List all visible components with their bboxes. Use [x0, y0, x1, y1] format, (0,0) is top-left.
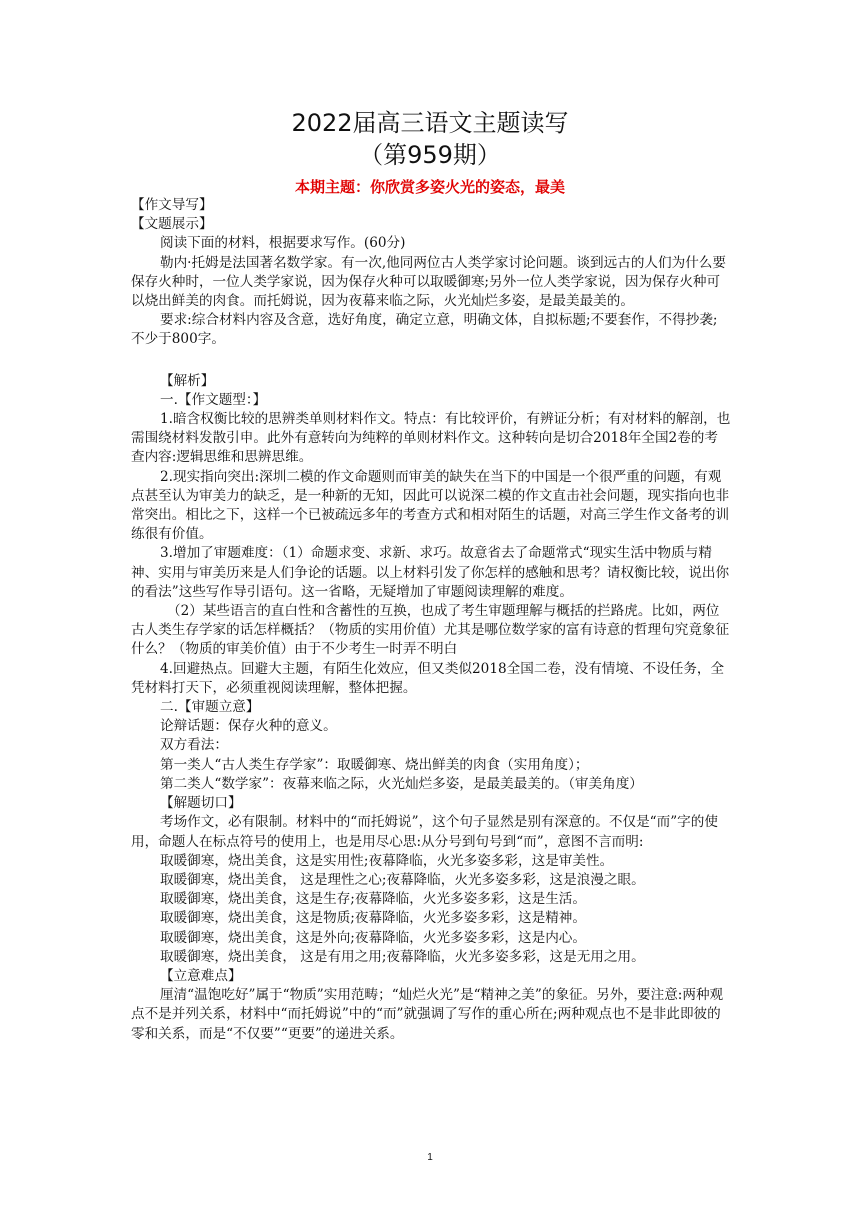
intent-heading: 二.【审题立意】: [160, 699, 260, 716]
issue-number: （第959期）: [359, 141, 501, 169]
intent-view-1: 第一类人“古人类生存学家”：取暖御寒、烧出鲜美的肉食（实用角度）；: [160, 756, 589, 773]
analysis-heading: 【解析】: [160, 372, 215, 389]
entry-line: 取暖御寒，烧出美食，这是物质;夜幕降临，火光多姿多彩，这是精神。: [160, 910, 586, 927]
analysis-point-1: 1.暗含权衡比较的思辨类单则材料作文。特点：有比较评价，有辨证分析；有对材料的解剖，也需围绕材料发散引申。此外有意转向为纯粹的单则材料作文。这种转向是切合2018年全国2卷的考查内容:逻辑思维和思辨思维。: [131, 411, 731, 466]
analysis-point-2: 2.现实指向突出:深圳二模的作文命题则而审美的缺失在当下的中国是一个很严重的问题，有观点甚至认为审美力的缺乏，是一种新的无知，因此可以说深二模的作文直击社会问题，现实指向也非常突出。相比之下，这样一个已被疏远多年的考查方式和相对陌生的话题，对高三学生作文备考的训练很有价值。: [131, 468, 730, 543]
prompt-intro: 阅读下面的材料，根据要求写作。(60分): [160, 235, 406, 252]
entry-heading: 【解题切口】: [160, 795, 242, 812]
section-heading-guide: 【作文导写】: [131, 197, 213, 213]
intent-view-2: 第二类人“数学家”：夜幕来临之际，火光灿烂多姿，是最美最美的。（审美角度）: [160, 775, 643, 792]
entry-line: 取暖御寒，烧出美食， 这是有用之用;夜幕降临，火光多姿多彩，这是无用之用。: [160, 948, 645, 965]
difficulty-heading: 【立意难点】: [160, 967, 242, 984]
page-number: 1: [427, 1152, 433, 1163]
intent-views-label: 双方看法：: [160, 737, 228, 754]
analysis-type-heading: 一.【作文题型：】: [160, 391, 267, 408]
analysis-point-3b: （2）某些语言的直白性和含蓄性的互换，也成了考生审题理解与概括的拦路虎。比如，两位古人类生存学家的话怎样概括？（物质的实用价值）尤其是哪位数学家的富有诗意的哲理句究竟象征什么？（物质的审美价值）由于不少考生一时弄不明白: [131, 603, 730, 658]
document-title: 2022届高三语文主题读写: [291, 109, 569, 137]
prompt-material: 勒内·托姆是法国著名数学家。有一次,他同两位古人类学家讨论问题。谈到远古的人们为什么要保存火种时，一位人类学家说，因为保存火种可以取暖御寒;另外一位人类学家说，因为保存火种可以烧出鲜美的肉食。而托姆说，因为夜幕来临之际，火光灿烂多姿，是最美最美的。: [131, 254, 726, 310]
entry-line: 取暖御寒，烧出美食，这是生存;夜幕降临，火光多姿多彩，这是生活。: [160, 891, 586, 908]
intent-topic: 论辩话题：保存火种的意义。: [160, 718, 337, 735]
document-body: [131, 196, 731, 1044]
issue-theme: 本期主题：你欣赏多姿火光的姿态，最美: [294, 178, 565, 196]
entry-line: 取暖御寒，烧出美食，这是外向;夜幕降临，火光多姿多彩，这是内心。: [160, 929, 586, 946]
analysis-point-3: 3.增加了审题难度：（1）命题求变、求新、求巧。故意省去了命题常式“现实生活中物质与精神、实用与审美历来是人们争论的话题。以上材料引发了你怎样的感触和思考？请权衡比较，说出你的看法”这些写作导引语句。这一省略，无疑增加了审题阅读理解的难度。: [131, 545, 730, 600]
analysis-point-4: 4.回避热点。回避大主题，有陌生化效应，但又类似2018全国二卷，没有情境、不设任务，全凭材料打天下，必须重视阅读理解，整体把握。: [131, 660, 725, 696]
entry-text: 考场作文，必有限制。材料中的“而托姆说”，这个句子显然是别有深意的。不仅是“而”字的使用，命题人在标点符号的使用上，也是用尽心思:从分号到句号到“而”，意图不言而明:: [131, 814, 718, 850]
difficulty-text: 厘清“温饱吃好”属于“物质”实用范畴；“灿烂火光”是“精神之美”的象征。另外，要注意:两种观点不是并列关系，材料中“而托姆说”中的“而”就强调了写作的重心所在;两种观点也不是非此即彼的零和关系，而是“不仅要”“更要”的递进关系。: [131, 987, 724, 1042]
section-heading-show: 【文题展示】: [131, 216, 213, 233]
entry-line: 取暖御寒，烧出美食，这是实用性;夜幕降临，火光多姿多彩，这是审美性。: [160, 852, 614, 869]
entry-line: 取暖御寒，烧出美食， 这是理性之心;夜幕降临，火光多姿多彩，这是浪漫之眼。: [160, 871, 645, 888]
prompt-requirement: 要求:综合材料内容及含意，选好角度，确定立意，明确文体，自拟标题;不要套作，不得抄袭;不少于800字。: [131, 312, 718, 348]
spacer: [131, 350, 731, 372]
